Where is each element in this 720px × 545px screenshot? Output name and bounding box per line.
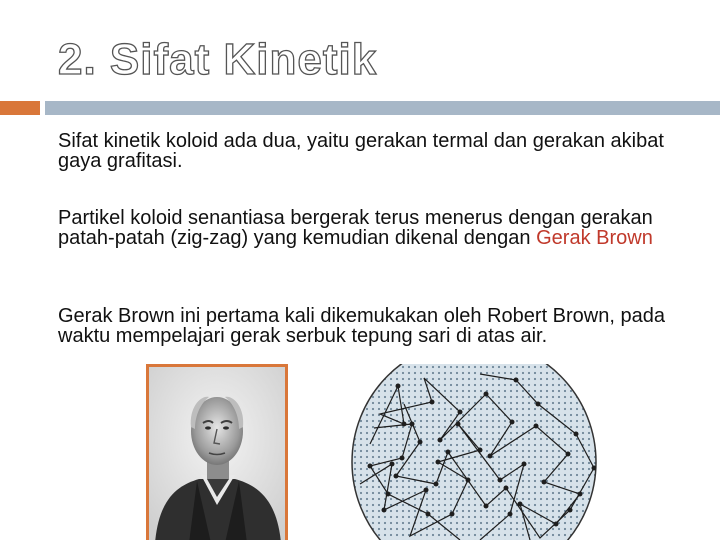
- paragraph-brownian-motion: [58, 208, 698, 248]
- brownian-motion-diagram: [340, 364, 630, 540]
- slide-title: 2. Sifat Kinetik: [58, 35, 378, 84]
- paragraph-text: Partikel koloid senantiasa bergerak terus menerus dengan gerakan patah-patah (zig-zag) yang kemudian dikenal dengan: [58, 207, 653, 249]
- highlight-gerak-brown: Gerak Brown: [536, 227, 653, 249]
- portrait-image: [146, 364, 288, 540]
- accent-bar-blue: [45, 101, 720, 115]
- accent-bar-orange: [0, 101, 40, 115]
- brownian-motion-zigzag-icon: [340, 364, 630, 540]
- paragraph-kinetic-properties: Sifat kinetik koloid ada dua, yaitu gerakan termal dan gerakan akibat gaya grafitasi.: [58, 130, 664, 172]
- paragraph-robert-brown: Gerak Brown ini pertama kali dikemukakan oleh Robert Brown, pada waktu mempelajari gerak serbuk tepung sari di atas air.: [58, 305, 665, 347]
- portrait-of-robert-brown-icon: [149, 367, 285, 540]
